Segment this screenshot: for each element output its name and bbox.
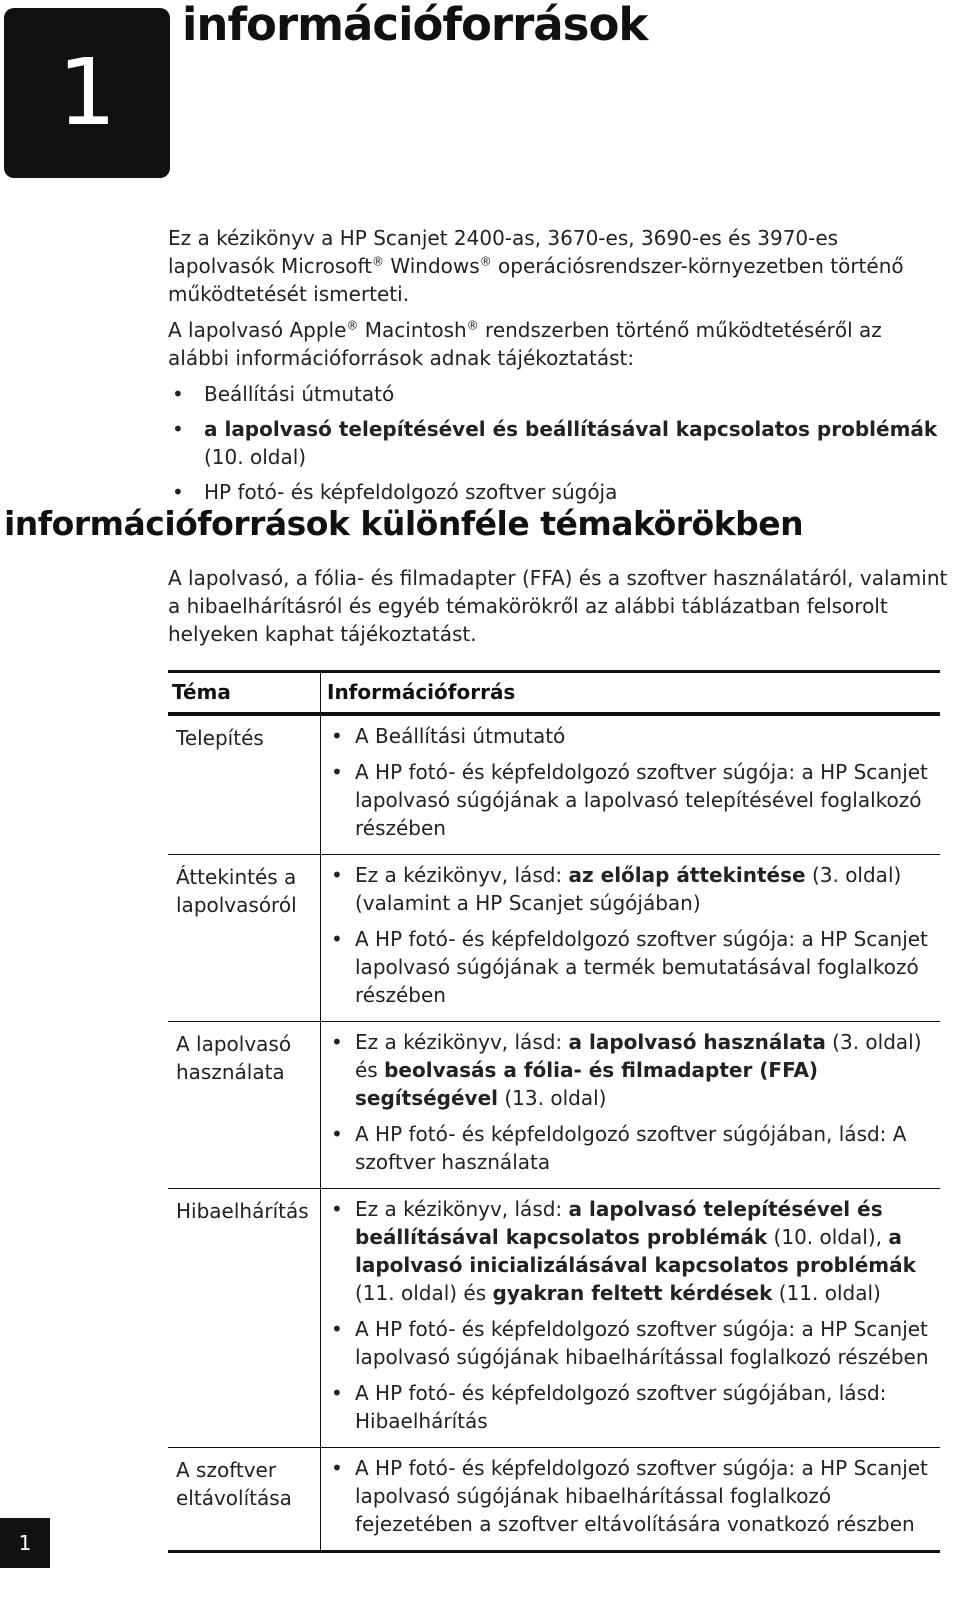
- bullet-icon: •: [331, 760, 343, 784]
- intro-text: Windows: [384, 254, 480, 278]
- cross-reference-link[interactable]: gyakran feltett kérdések: [492, 1281, 773, 1305]
- table-row: [168, 1189, 940, 1448]
- intro-section: [168, 224, 948, 513]
- list-item-text: A HP fotó- és képfeldolgozó szoftver súgója: a HP Scanjet lapolvasó súgójának hibaelhárítással foglalkozó részében: [355, 1317, 929, 1369]
- bullet-icon: •: [331, 1381, 343, 1405]
- intro-text: Macintosh: [358, 318, 467, 342]
- list-item-text: A Beállítási útmutató: [355, 724, 566, 748]
- list-item: [321, 1195, 940, 1307]
- list-item-text: A HP fotó- és képfeldolgozó szoftver súgója: a HP Scanjet lapolvasó súgójának hibaelhárítással foglalkozó fejezetében a szoftver eltávolítására vonatkozó részben: [355, 1456, 928, 1536]
- chapter-title: információforrások: [182, 0, 648, 51]
- list-item: [321, 1315, 940, 1371]
- bullet-icon: •: [172, 480, 184, 504]
- intro-text: operációsrendszer-környezetben történő működtetését ismerteti.: [168, 254, 904, 306]
- topic-cell: Hibaelhárítás: [168, 1189, 321, 1448]
- list-item-text: (3. oldal) és: [355, 1030, 922, 1082]
- topic-cell: Telepítés: [168, 714, 321, 855]
- page-number: 1: [18, 1531, 32, 1555]
- table-header-row: [168, 672, 940, 715]
- list-item-text: HP fotó- és képfeldolgozó szoftver súgója: [204, 480, 618, 504]
- section-title: információforrások különféle témakörökben: [4, 504, 804, 543]
- registered-mark: ®: [346, 318, 359, 333]
- source-cell: [321, 714, 941, 855]
- list-item: [168, 380, 948, 408]
- registered-mark: ®: [372, 254, 385, 269]
- list-item-text: (3. oldal) (valamint a HP Scanjet súgójában): [355, 863, 902, 915]
- registered-mark: ®: [466, 318, 479, 333]
- intro-paragraph-2: [168, 316, 948, 372]
- intro-paragraph-1: [168, 224, 948, 308]
- bullet-icon: •: [331, 1456, 343, 1480]
- intro-text: Ez a kézikönyv a HP Scanjet 2400-as, 3670-es, 3690-es és 3970-es lapolvasók Microsoft: [168, 226, 839, 278]
- topic-cell: Áttekintés a lapolvasóról: [168, 855, 321, 1022]
- table-row: [168, 855, 940, 1022]
- list-item-text: Ez a kézikönyv, lásd:: [355, 1197, 569, 1221]
- column-header-topic: Téma: [168, 672, 321, 715]
- page-number-box: [0, 1518, 50, 1568]
- topic-cell: A szoftver eltávolítása: [168, 1448, 321, 1552]
- list-item-text: Ez a kézikönyv, lásd:: [355, 1030, 569, 1054]
- list-item-text: (10. oldal),: [767, 1225, 889, 1249]
- list-item: [321, 1454, 940, 1538]
- list-item: [168, 415, 948, 471]
- list-item-text: A HP fotó- és képfeldolgozó szoftver súgója: a HP Scanjet lapolvasó súgójának a termék bemutatásával foglalkozó részében: [355, 927, 928, 1007]
- list-item-text: A HP fotó- és képfeldolgozó szoftver súgójában, lásd: A szoftver használata: [355, 1122, 907, 1174]
- bullet-icon: •: [331, 1030, 343, 1054]
- list-item: [321, 1028, 940, 1112]
- table-row: [168, 1448, 940, 1552]
- source-cell: [321, 855, 941, 1022]
- table-row: [168, 1022, 940, 1189]
- bullet-icon: •: [331, 1122, 343, 1146]
- list-item-text: A HP fotó- és képfeldolgozó szoftver súgója: a HP Scanjet lapolvasó súgójának a lapolvasó telepítésével foglalkozó részében: [355, 760, 928, 840]
- intro-text: A lapolvasó Apple: [168, 318, 347, 342]
- chapter-number-box: [4, 8, 170, 178]
- list-item: [321, 722, 940, 750]
- list-item: [321, 925, 940, 1009]
- list-item-text: Beállítási útmutató: [204, 382, 395, 406]
- bullet-icon: •: [331, 863, 343, 887]
- list-item: [321, 1120, 940, 1176]
- column-header-source: Információforrás: [321, 672, 941, 715]
- cross-reference-link[interactable]: beolvasás a fólia- és filmadapter (FFA) segítségével: [355, 1058, 819, 1110]
- bullet-icon: •: [331, 927, 343, 951]
- topic-cell: A lapolvasó használata: [168, 1022, 321, 1189]
- list-item-text: (11. oldal) és: [355, 1281, 493, 1305]
- source-cell: [321, 1189, 941, 1448]
- list-item: [321, 758, 940, 842]
- page-reference: (10. oldal): [204, 445, 307, 469]
- list-item-text: (11. oldal): [772, 1281, 881, 1305]
- source-cell: [321, 1022, 941, 1189]
- list-item: [321, 1379, 940, 1435]
- bullet-icon: •: [172, 417, 184, 441]
- list-item: [321, 861, 940, 917]
- table-row: [168, 714, 940, 855]
- bullet-icon: •: [172, 382, 184, 406]
- cross-reference-link[interactable]: a lapolvasó telepítésével és beállításával kapcsolatos problémák: [355, 1197, 883, 1249]
- cross-reference-link[interactable]: a lapolvasó használata: [568, 1030, 826, 1054]
- intro-bullet-list: [168, 380, 948, 506]
- bullet-icon: •: [331, 1197, 343, 1221]
- intro-text: rendszerben történő működtetéséről az alábbi információforrások adnak tájékoztatást:: [168, 318, 882, 370]
- list-item-text: A HP fotó- és képfeldolgozó szoftver súgójában, lásd: Hibaelhárítás: [355, 1381, 887, 1433]
- cross-reference-link[interactable]: az előlap áttekintése: [568, 863, 806, 887]
- section-intro: A lapolvasó, a fólia- és filmadapter (FFA) és a szoftver használatáról, valamint a hibaelhárításról és egyéb témakörökről az alábbi táblázatban felsorolt helyeken kaphat tájékoztatást.: [168, 566, 948, 646]
- list-item-text: Ez a kézikönyv, lásd:: [355, 863, 569, 887]
- chapter-number: 1: [57, 39, 117, 146]
- list-item-text: (13. oldal): [498, 1086, 607, 1110]
- bullet-icon: •: [331, 1317, 343, 1341]
- registered-mark: ®: [479, 254, 492, 269]
- bullet-icon: •: [331, 724, 343, 748]
- info-sources-table: [168, 670, 940, 1553]
- cross-reference-link[interactable]: a lapolvasó inicializálásával kapcsolatos problémák: [355, 1225, 916, 1277]
- source-cell: [321, 1448, 941, 1552]
- cross-reference-link[interactable]: a lapolvasó telepítésével és beállításával kapcsolatos problémák: [204, 417, 938, 441]
